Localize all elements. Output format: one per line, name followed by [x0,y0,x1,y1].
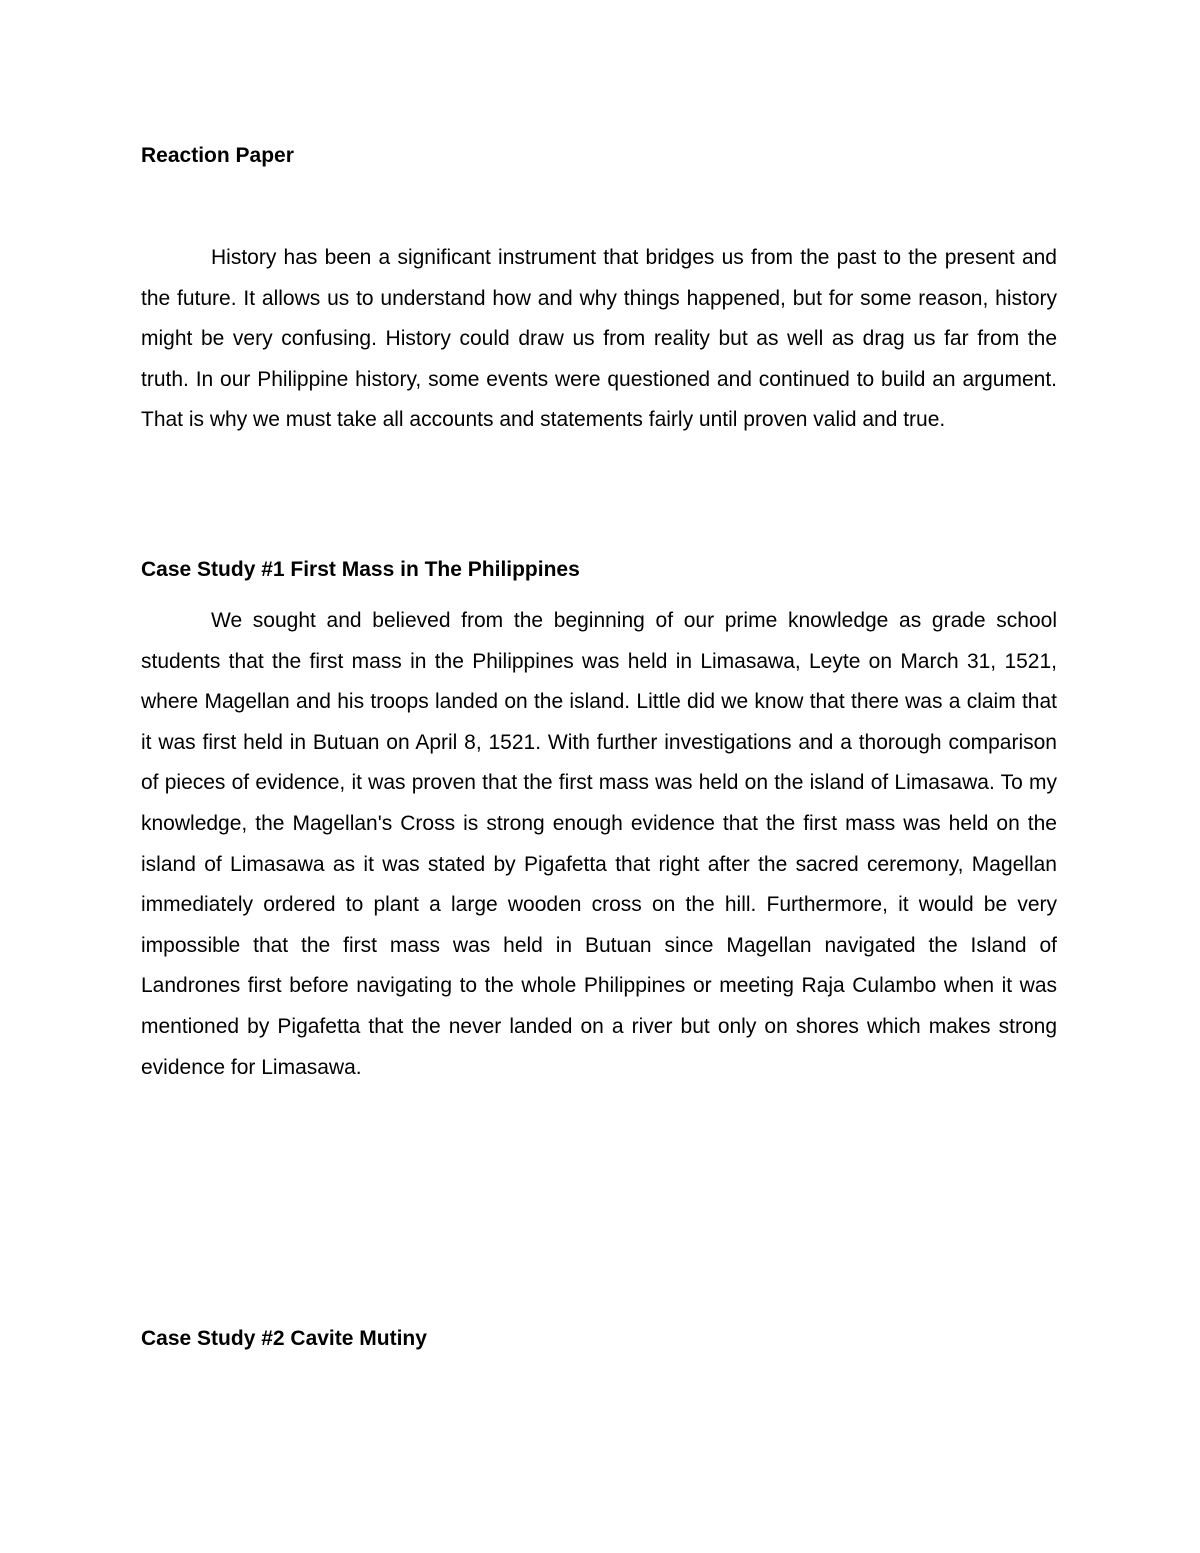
case-study-2-heading: Case Study #2 Cavite Mutiny [141,1327,427,1350]
intro-paragraph: History has been a significant instrument that bridges us from the past to the present and the future. It allows us to understand how and why things happened, but for some reason, history might be very confusing. History could draw us from reality but as well as drag us far from the truth. In our Philippine history, some events were questioned and continued to build an argument. That is why we must take all accounts and statements fairly until proven valid and true. [141,246,1057,432]
page-title: Reaction Paper [141,144,294,167]
case-study-1-paragraph: We sought and believed from the beginning of our prime knowledge as grade school students that the first mass in the Philippines was held in Limasawa, Leyte on March 31, 1521, where Magellan and his troops landed on the island. Little did we know that there was a claim that it was first held in Butuan on April 8, 1521. With further investigations and a thorough comparison of pieces of evidence, it was proven that the first mass was held on the island of Limasawa. To my knowledge, the Magellan's Cross is strong enough evidence that the first mass was held on the island of Limasawa as it was stated by Pigafetta that right after the sacred ceremony, Magellan immediately ordered to plant a large wooden cross on the hill. Furthermore, it would be very impossible that the first mass was held in Butuan since Magellan navigated the Island of Landrones first before navigating to the whole Philippines or meeting Raja Culambo when it was mentioned by Pigafetta that the never landed on a river but only on shores which makes strong evidence for Limasawa. [141,609,1057,1079]
case-study-1-heading: Case Study #1 First Mass in The Philippines [141,558,580,581]
